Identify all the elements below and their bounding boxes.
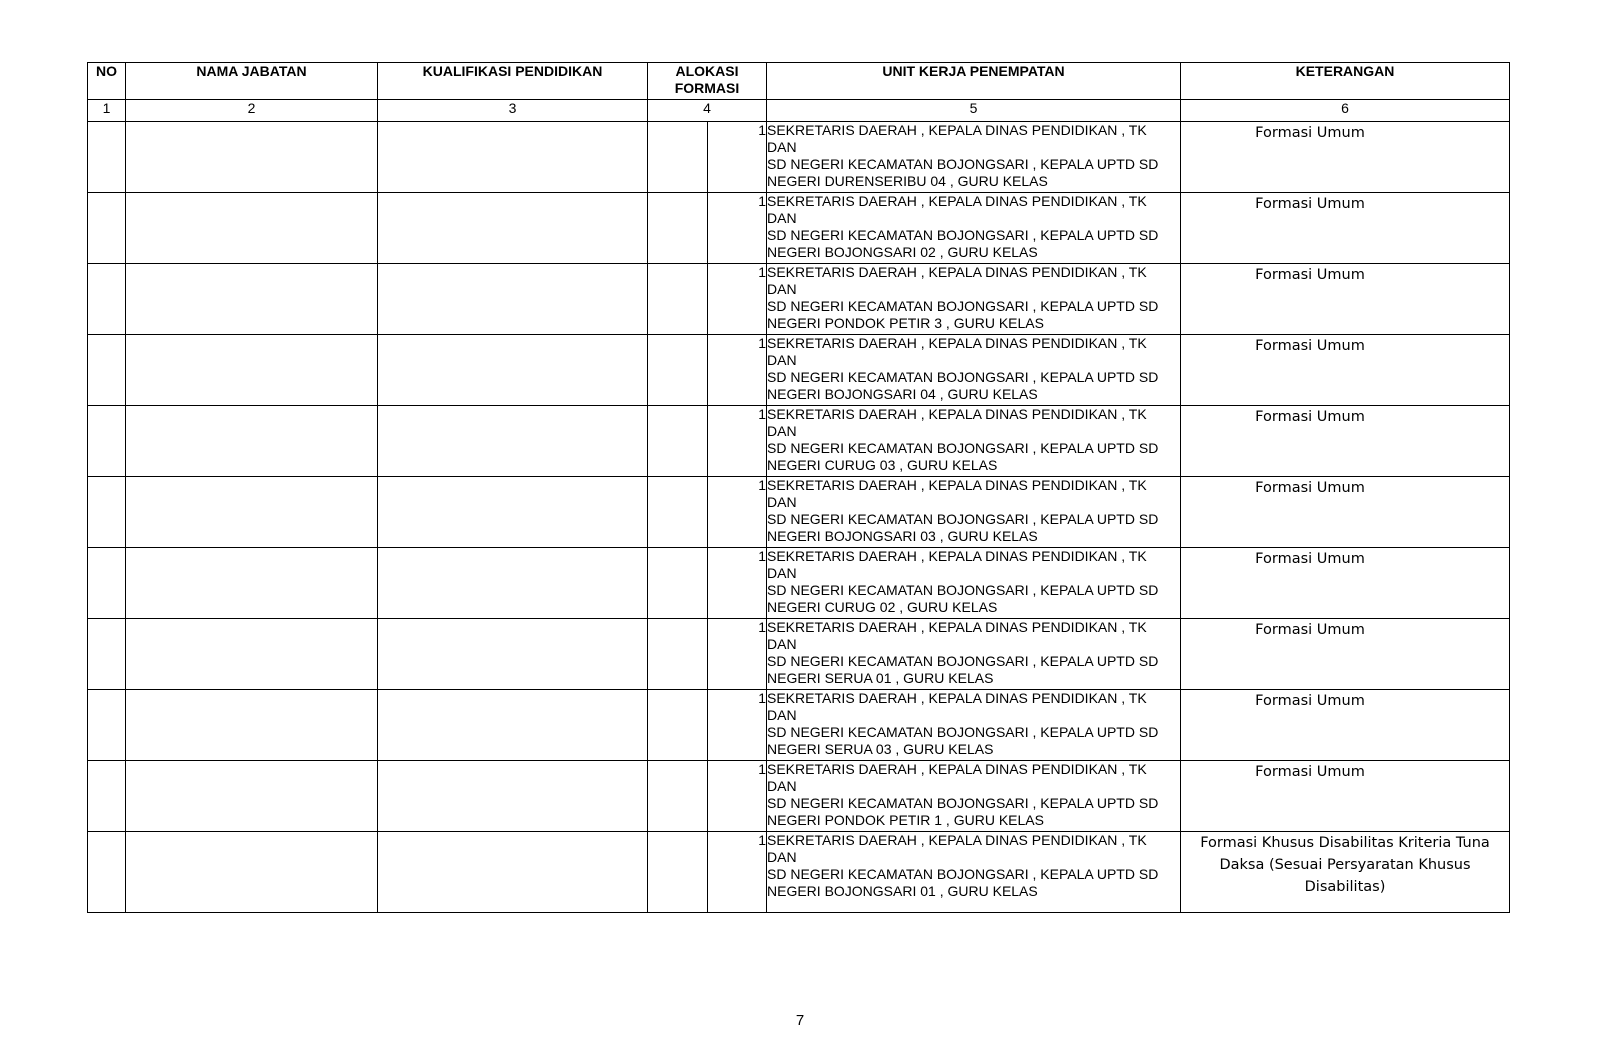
unit-kerja-line: SEKRETARIS DAERAH , KEPALA DINAS PENDIDIKAN , TK DAN — [767, 477, 1147, 510]
cell-no — [88, 619, 126, 690]
keterangan-text: Formasi Umum — [1255, 196, 1365, 212]
unit-kerja-line: SEKRETARIS DAERAH , KEPALA DINAS PENDIDIKAN , TK DAN — [767, 406, 1147, 439]
header-row — [88, 63, 1510, 100]
cell-nama-jabatan — [126, 548, 378, 619]
cell-no — [88, 477, 126, 548]
cell-alokasi-blank — [648, 761, 708, 832]
formasi-table — [87, 62, 1510, 913]
cell-alokasi-blank — [648, 690, 708, 761]
table-row — [88, 335, 1510, 406]
keterangan-text: Formasi Umum — [1255, 409, 1365, 425]
cell-alokasi-blank — [648, 335, 708, 406]
unit-kerja-line: SEKRETARIS DAERAH , KEPALA DINAS PENDIDIKAN , TK DAN — [767, 690, 1147, 723]
unit-kerja-line: SD NEGERI KECAMATAN BOJONGSARI , KEPALA UPTD SD — [767, 511, 1159, 527]
unit-kerja-line: SD NEGERI KECAMATAN BOJONGSARI , KEPALA UPTD SD — [767, 866, 1159, 882]
table-row — [88, 548, 1510, 619]
cell-kualifikasi — [378, 548, 648, 619]
cell-alokasi-blank — [648, 619, 708, 690]
cell-keterangan — [1181, 335, 1510, 406]
header-kualifikasi-pendidikan: KUALIFIKASI PENDIDIKAN — [378, 63, 648, 100]
cell-no — [88, 832, 126, 913]
column-number: 5 — [767, 100, 1181, 122]
cell-unit-kerja — [767, 122, 1181, 193]
header-keterangan: KETERANGAN — [1181, 63, 1510, 100]
cell-keterangan — [1181, 548, 1510, 619]
cell-nama-jabatan — [126, 193, 378, 264]
cell-kualifikasi — [378, 406, 648, 477]
unit-kerja-line: SEKRETARIS DAERAH , KEPALA DINAS PENDIDIKAN , TK DAN — [767, 548, 1147, 581]
cell-no — [88, 690, 126, 761]
unit-kerja-line: NEGERI SERUA 01 , GURU KELAS — [767, 670, 994, 686]
header-alokasi-line2: FORMASI — [674, 80, 740, 96]
cell-alokasi-blank — [648, 122, 708, 193]
cell-no — [88, 406, 126, 477]
table-row — [88, 264, 1510, 335]
keterangan-text: Formasi Umum — [1255, 125, 1365, 141]
cell-alokasi-blank — [648, 832, 708, 913]
cell-unit-kerja — [767, 761, 1181, 832]
keterangan-text: Formasi Umum — [1255, 267, 1365, 283]
unit-kerja-line: SD NEGERI KECAMATAN BOJONGSARI , KEPALA UPTD SD — [767, 227, 1159, 243]
cell-kualifikasi — [378, 477, 648, 548]
cell-alokasi: 1 — [708, 690, 767, 761]
header-alokasi-formasi — [648, 63, 767, 100]
unit-kerja-line: SD NEGERI KECAMATAN BOJONGSARI , KEPALA UPTD SD — [767, 724, 1159, 740]
cell-unit-kerja — [767, 548, 1181, 619]
unit-kerja-line: SEKRETARIS DAERAH , KEPALA DINAS PENDIDIKAN , TK DAN — [767, 122, 1147, 155]
unit-kerja-line: NEGERI SERUA 03 , GURU KELAS — [767, 741, 994, 757]
cell-kualifikasi — [378, 690, 648, 761]
cell-alokasi: 1 — [708, 264, 767, 335]
cell-alokasi-blank — [648, 548, 708, 619]
unit-kerja-line: NEGERI CURUG 02 , GURU KELAS — [767, 599, 998, 615]
cell-kualifikasi — [378, 619, 648, 690]
unit-kerja-line: NEGERI CURUG 03 , GURU KELAS — [767, 457, 998, 473]
cell-nama-jabatan — [126, 832, 378, 913]
unit-kerja-line: SD NEGERI KECAMATAN BOJONGSARI , KEPALA UPTD SD — [767, 298, 1159, 314]
cell-nama-jabatan — [126, 619, 378, 690]
table-row — [88, 619, 1510, 690]
header-nama-jabatan: NAMA JABATAN — [126, 63, 378, 100]
cell-no — [88, 122, 126, 193]
unit-kerja-line: SD NEGERI KECAMATAN BOJONGSARI , KEPALA UPTD SD — [767, 440, 1159, 456]
keterangan-line: Formasi Khusus Disabilitas Kriteria Tuna — [1200, 835, 1490, 851]
page-number: 7 — [795, 1012, 805, 1029]
cell-keterangan — [1181, 832, 1510, 913]
cell-unit-kerja — [767, 264, 1181, 335]
keterangan-text: Formasi Umum — [1255, 551, 1365, 567]
header-unit-kerja-penempatan: UNIT KERJA PENEMPATAN — [767, 63, 1181, 100]
unit-kerja-line: SEKRETARIS DAERAH , KEPALA DINAS PENDIDIKAN , TK DAN — [767, 761, 1147, 794]
unit-kerja-line: NEGERI PONDOK PETIR 3 , GURU KELAS — [767, 315, 1044, 331]
unit-kerja-line: SD NEGERI KECAMATAN BOJONGSARI , KEPALA UPTD SD — [767, 582, 1159, 598]
column-number: 1 — [88, 100, 126, 122]
column-number: 2 — [126, 100, 378, 122]
cell-unit-kerja — [767, 690, 1181, 761]
cell-nama-jabatan — [126, 477, 378, 548]
table-row — [88, 690, 1510, 761]
cell-alokasi: 1 — [708, 406, 767, 477]
unit-kerja-line: NEGERI BOJONGSARI 04 , GURU KELAS — [767, 386, 1038, 402]
cell-alokasi: 1 — [708, 761, 767, 832]
cell-alokasi-blank — [648, 477, 708, 548]
keterangan-text: Formasi Umum — [1255, 693, 1365, 709]
cell-alokasi: 1 — [708, 619, 767, 690]
unit-kerja-line: NEGERI BOJONGSARI 03 , GURU KELAS — [767, 528, 1038, 544]
cell-unit-kerja — [767, 477, 1181, 548]
cell-nama-jabatan — [126, 406, 378, 477]
unit-kerja-line: SD NEGERI KECAMATAN BOJONGSARI , KEPALA UPTD SD — [767, 795, 1159, 811]
cell-kualifikasi — [378, 761, 648, 832]
cell-alokasi-blank — [648, 406, 708, 477]
unit-kerja-line: NEGERI BOJONGSARI 02 , GURU KELAS — [767, 244, 1038, 260]
unit-kerja-line: SEKRETARIS DAERAH , KEPALA DINAS PENDIDIKAN , TK DAN — [767, 619, 1147, 652]
keterangan-text: Formasi Umum — [1255, 480, 1365, 496]
column-number-row — [88, 100, 1510, 122]
keterangan-text: Formasi Umum — [1255, 764, 1365, 780]
header-no: NO — [88, 63, 126, 100]
cell-unit-kerja — [767, 193, 1181, 264]
cell-unit-kerja — [767, 406, 1181, 477]
cell-no — [88, 548, 126, 619]
unit-kerja-line: SEKRETARIS DAERAH , KEPALA DINAS PENDIDIKAN , TK DAN — [767, 335, 1147, 368]
column-number: 6 — [1181, 100, 1510, 122]
keterangan-text: Formasi Umum — [1255, 622, 1365, 638]
cell-unit-kerja — [767, 335, 1181, 406]
cell-keterangan — [1181, 122, 1510, 193]
cell-alokasi: 1 — [708, 122, 767, 193]
cell-unit-kerja — [767, 832, 1181, 913]
cell-no — [88, 193, 126, 264]
cell-nama-jabatan — [126, 761, 378, 832]
cell-nama-jabatan — [126, 264, 378, 335]
keterangan-line: Disabilitas) — [1304, 879, 1386, 895]
cell-alokasi: 1 — [708, 335, 767, 406]
cell-kualifikasi — [378, 122, 648, 193]
cell-nama-jabatan — [126, 122, 378, 193]
cell-keterangan — [1181, 690, 1510, 761]
unit-kerja-line: SEKRETARIS DAERAH , KEPALA DINAS PENDIDIKAN , TK DAN — [767, 832, 1147, 865]
cell-keterangan — [1181, 761, 1510, 832]
cell-alokasi: 1 — [708, 193, 767, 264]
unit-kerja-line: NEGERI BOJONGSARI 01 , GURU KELAS — [767, 883, 1038, 899]
cell-keterangan — [1181, 193, 1510, 264]
cell-kualifikasi — [378, 832, 648, 913]
unit-kerja-line: NEGERI PONDOK PETIR 1 , GURU KELAS — [767, 812, 1044, 828]
column-number: 4 — [648, 100, 767, 122]
cell-alokasi: 1 — [708, 548, 767, 619]
table-row — [88, 406, 1510, 477]
unit-kerja-line: NEGERI DURENSERIBU 04 , GURU KELAS — [767, 173, 1048, 189]
unit-kerja-line: SEKRETARIS DAERAH , KEPALA DINAS PENDIDIKAN , TK DAN — [767, 264, 1147, 297]
unit-kerja-line: SD NEGERI KECAMATAN BOJONGSARI , KEPALA UPTD SD — [767, 156, 1159, 172]
cell-alokasi-blank — [648, 264, 708, 335]
cell-no — [88, 335, 126, 406]
cell-alokasi: 1 — [708, 832, 767, 913]
cell-kualifikasi — [378, 264, 648, 335]
cell-nama-jabatan — [126, 335, 378, 406]
table-row — [88, 477, 1510, 548]
cell-kualifikasi — [378, 193, 648, 264]
cell-no — [88, 264, 126, 335]
cell-nama-jabatan — [126, 690, 378, 761]
cell-keterangan — [1181, 619, 1510, 690]
cell-kualifikasi — [378, 335, 648, 406]
cell-keterangan — [1181, 264, 1510, 335]
cell-keterangan — [1181, 406, 1510, 477]
table-row — [88, 832, 1510, 913]
table-row — [88, 122, 1510, 193]
cell-alokasi-blank — [648, 193, 708, 264]
unit-kerja-line: SEKRETARIS DAERAH , KEPALA DINAS PENDIDIKAN , TK DAN — [767, 193, 1147, 226]
keterangan-line: Daksa (Sesuai Persyaratan Khusus — [1219, 857, 1471, 873]
cell-unit-kerja — [767, 619, 1181, 690]
header-alokasi-line1: ALOKASI — [675, 63, 739, 79]
cell-alokasi: 1 — [708, 477, 767, 548]
cell-no — [88, 761, 126, 832]
keterangan-text: Formasi Umum — [1255, 338, 1365, 354]
table-row — [88, 761, 1510, 832]
column-number: 3 — [378, 100, 648, 122]
table-row — [88, 193, 1510, 264]
unit-kerja-line: SD NEGERI KECAMATAN BOJONGSARI , KEPALA UPTD SD — [767, 369, 1159, 385]
unit-kerja-line: SD NEGERI KECAMATAN BOJONGSARI , KEPALA UPTD SD — [767, 653, 1159, 669]
cell-keterangan — [1181, 477, 1510, 548]
